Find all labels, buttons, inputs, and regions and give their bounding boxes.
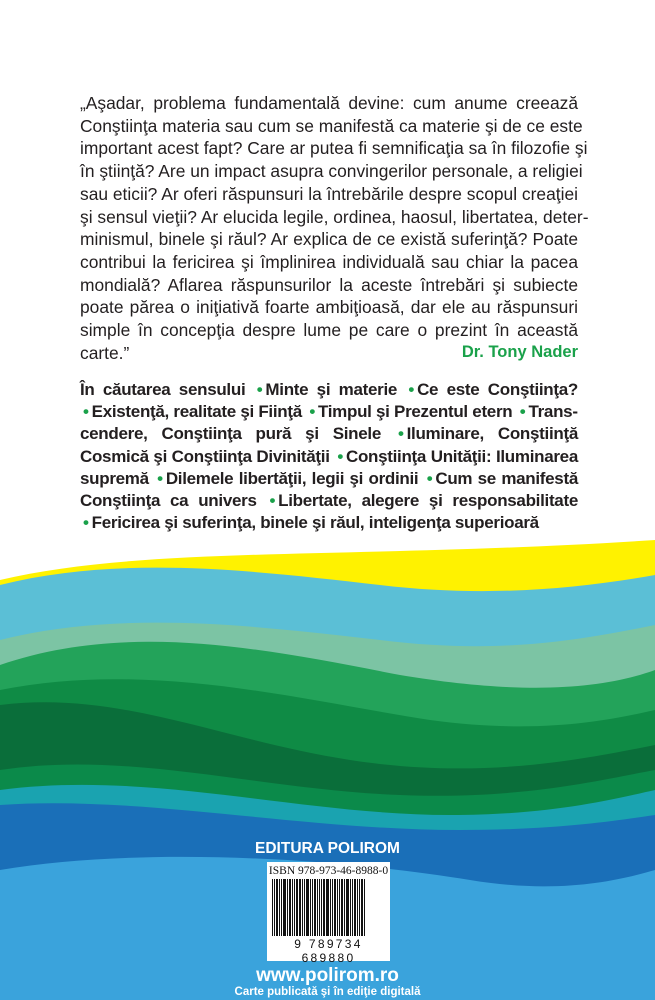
quote-text: [80, 92, 589, 364]
barcode-bar: [326, 879, 329, 936]
bullet-icon: •: [426, 468, 433, 488]
topic-item: Minte şi materie: [265, 380, 398, 399]
bullet-icon: •: [269, 491, 276, 511]
barcode-bar: [272, 879, 273, 936]
quote-line: şi sensul vieţii? Ar elucida legile, ordinea, haosul, libertatea, deter-: [80, 206, 589, 227]
barcode-bar: [357, 879, 358, 936]
digital-edition-note: Carte publicată şi în ediţie digitală: [234, 986, 421, 998]
barcode-bar: [289, 879, 291, 936]
barcode-bar: [317, 879, 318, 936]
barcode-bar: [306, 879, 309, 936]
topics-list: [80, 379, 578, 534]
topic-item: Iluminare, Conştiinţă Cosmică şi Conştiinţa Divinităţii: [80, 424, 578, 466]
barcode-bar: [294, 879, 295, 936]
barcode-bar: [361, 879, 363, 936]
barcode-bar: [314, 879, 316, 936]
barcode-bar: [346, 879, 349, 936]
barcode-bar: [279, 879, 280, 936]
barcode-bar: [276, 879, 278, 936]
barcode-bar: [302, 879, 303, 936]
quote-line: simple în concepţia despre lume pe care o prezint în această: [80, 320, 578, 341]
topic-item: Conştiinţa Unităţii: Iluminarea supremă: [80, 446, 578, 488]
topic-item: Dilemele libertăţii, legii şi ordinii: [165, 468, 419, 488]
bullet-icon: •: [519, 402, 526, 422]
barcode-bars: [272, 879, 385, 936]
topic-item: În căutarea sensului: [80, 380, 246, 399]
quote-line: Conştiinţa materia sau cum se manifestă ca materie şi de ce este: [80, 115, 583, 136]
quote-line: carte.”: [80, 342, 130, 363]
barcode-bar: [352, 879, 353, 936]
barcode-bar: [312, 879, 313, 936]
barcode-bar: [330, 879, 331, 936]
bullet-icon: •: [397, 424, 404, 444]
barcode-bar: [344, 879, 345, 936]
isbn-text: ISBN 978-973-46-8988-0: [268, 865, 389, 877]
bullet-icon: •: [83, 402, 89, 422]
barcode-bar: [321, 879, 322, 936]
barcode-bar: [283, 879, 286, 936]
topic-item: Timpul şi Prezentul etern: [317, 402, 513, 422]
topic-item: Existenţă, realitate şi Fiinţă: [91, 402, 302, 422]
bullet-icon: •: [337, 446, 343, 466]
quote-line: important acest fapt? Care ar putea fi semnificaţia sa în filozofie şi: [80, 138, 588, 159]
barcode-bar: [296, 879, 298, 936]
topic-item: Cum se manifestă Conştiinţa ca univers: [80, 468, 578, 511]
quote-author: Dr. Tony Nader: [461, 343, 578, 361]
quote-line: minismul, binele şi răul? Ar explica de ce există suferinţă? Poate: [80, 229, 578, 250]
topic-item: Fericirea şi suferinţa, binele şi răul, inteligenţa superioară: [91, 513, 539, 533]
barcode-bar: [350, 879, 351, 936]
bullet-icon: •: [408, 380, 415, 399]
barcode-bar: [319, 879, 320, 936]
quote-line: contribui la fericirea şi împlinirea individuală sau chiar la pacea: [80, 251, 578, 272]
barcode-bar: [310, 879, 311, 936]
bullet-icon: •: [157, 468, 163, 488]
barcode-bar: [364, 879, 365, 936]
topic-item: Ce este Conştiinţa?: [417, 380, 578, 399]
barcode-bar: [299, 879, 301, 936]
quote-line: în ştiinţă? Are un impact asupra convingerilor personale, a religiei: [80, 161, 583, 182]
barcode-bar: [334, 879, 336, 936]
topic-item: Transcendere, Conştiinţa pură şi Sinele: [80, 402, 578, 444]
barcode-bar: [304, 879, 305, 936]
barcode-bar: [274, 879, 275, 936]
barcode-bar: [281, 879, 282, 936]
quote-line: poate părea o iniţiativă foarte ambiţioasă, dar ele au răspunsuri: [80, 297, 578, 318]
quote-line: „Aşadar, problema fundamentală devine: cum anume creează: [80, 93, 578, 113]
bullet-icon: •: [83, 513, 89, 533]
topic-item: Libertate, alegere şi responsabilitate: [278, 491, 578, 511]
publisher-name: EDITURA POLIROM: [255, 840, 400, 857]
barcode-bar: [287, 879, 288, 936]
quote-line: sau eticii? Ar oferi răspunsuri la întrebările despre scopul creaţiei: [80, 183, 578, 204]
barcode-bar: [337, 879, 338, 936]
barcode-bar: [332, 879, 333, 936]
barcode-bar: [323, 879, 325, 936]
bullet-icon: •: [309, 402, 315, 422]
barcode-bar: [292, 879, 293, 936]
barcode-bar: [359, 879, 360, 936]
quote-line: mondială? Aflarea răspunsurilor la aceste întrebări şi subiecte: [80, 274, 578, 295]
isbn-barcode: [267, 862, 390, 965]
website-link[interactable]: www.polirom.ro: [256, 965, 399, 986]
barcode-bar: [341, 879, 343, 936]
barcode-bar: [354, 879, 356, 936]
barcode-digits: 9 789734 689880: [294, 937, 363, 965]
barcode-bar: [339, 879, 340, 936]
bullet-icon: •: [256, 380, 263, 399]
